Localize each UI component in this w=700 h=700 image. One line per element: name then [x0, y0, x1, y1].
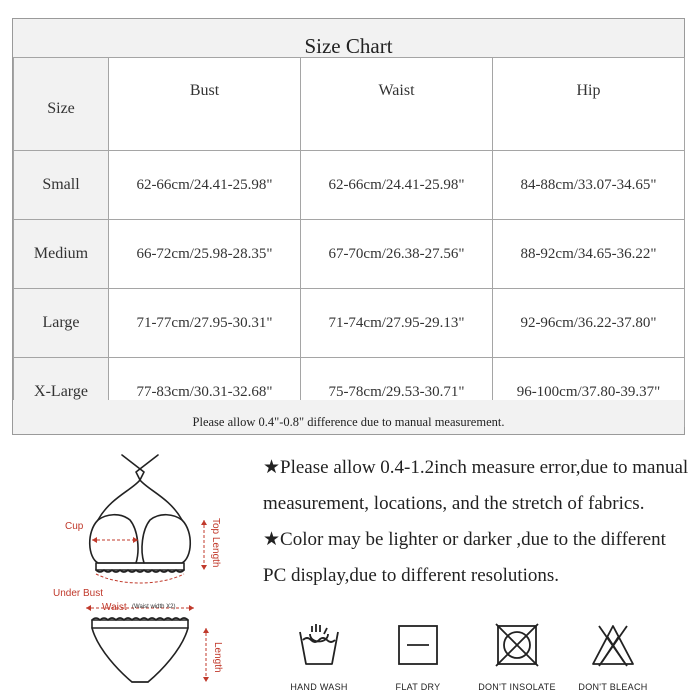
table-header-row: [14, 58, 685, 151]
care-label: DON'T INSOLATE: [478, 682, 556, 692]
measurement-diagram: [40, 450, 250, 690]
bust-cell: 71-77cm/27.95-30.31": [109, 289, 301, 358]
size-table: [13, 57, 685, 427]
bust-cell: 62-66cm/24.41-25.98": [109, 151, 301, 220]
hip-cell: 96-100cm/37.80-39.37": [493, 358, 685, 427]
waist-note-label: (Waist width X2): [132, 604, 176, 610]
hip-cell: 88-92cm/34.65-36.22": [493, 220, 685, 289]
waist-cell: 67-70cm/26.38-27.56": [301, 220, 493, 289]
notes: [263, 450, 693, 594]
table-row: [14, 151, 685, 220]
chart-title: Size Chart: [304, 34, 393, 58]
care-hand-wash: [277, 622, 361, 692]
measurement-footnote: Please allow 0.4"-0.8" difference due to manual measurement.: [13, 400, 684, 434]
table-row: [14, 289, 685, 358]
header-size: Size: [14, 58, 109, 151]
hip-cell: 84-88cm/33.07-34.65": [493, 151, 685, 220]
care-dont-insolate: [475, 622, 559, 692]
size-label: Small: [14, 151, 109, 220]
care-dont-bleach: [571, 622, 655, 692]
size-chart: [12, 18, 685, 435]
bust-cell: 66-72cm/25.98-28.35": [109, 220, 301, 289]
dont-bleach-icon: [588, 622, 638, 670]
under-bust-label: Under Bust: [53, 588, 104, 599]
top-length-label: Top Length: [210, 518, 221, 568]
dont-insolate-icon: [492, 622, 542, 670]
waist-cell: 62-66cm/24.41-25.98": [301, 151, 493, 220]
waist-cell: 75-78cm/29.53-30.71": [301, 358, 493, 427]
care-label: FLAT DRY: [395, 682, 441, 692]
hand-wash-icon: [294, 622, 344, 670]
waist-label: Waist: [102, 602, 127, 613]
header-bust: Bust: [109, 58, 301, 151]
care-label: HAND WASH: [290, 682, 348, 692]
size-label: Large: [14, 289, 109, 358]
care-label: DON'T BLEACH: [578, 682, 648, 692]
bust-cell: 77-83cm/30.31-32.68": [109, 358, 301, 427]
waist-cell: 71-74cm/27.95-29.13": [301, 289, 493, 358]
size-label: X-Large: [14, 358, 109, 427]
length-label: Length: [212, 642, 223, 673]
note-measure-error: ★Please allow 0.4-1.2inch measure error,due to manual measurement, locations, and the stretch of fabrics.: [263, 457, 689, 514]
note-color: ★Color may be lighter or darker ,due to the different PC display,due to different resolutions.: [263, 529, 666, 586]
size-label: Medium: [14, 220, 109, 289]
table-row: [14, 220, 685, 289]
header-waist: Waist: [301, 58, 493, 151]
flat-dry-icon: [393, 622, 443, 670]
care-flat-dry: [376, 622, 460, 692]
hip-cell: 92-96cm/36.22-37.80": [493, 289, 685, 358]
header-hip: Hip: [493, 58, 685, 151]
cup-label: Cup: [65, 521, 84, 532]
